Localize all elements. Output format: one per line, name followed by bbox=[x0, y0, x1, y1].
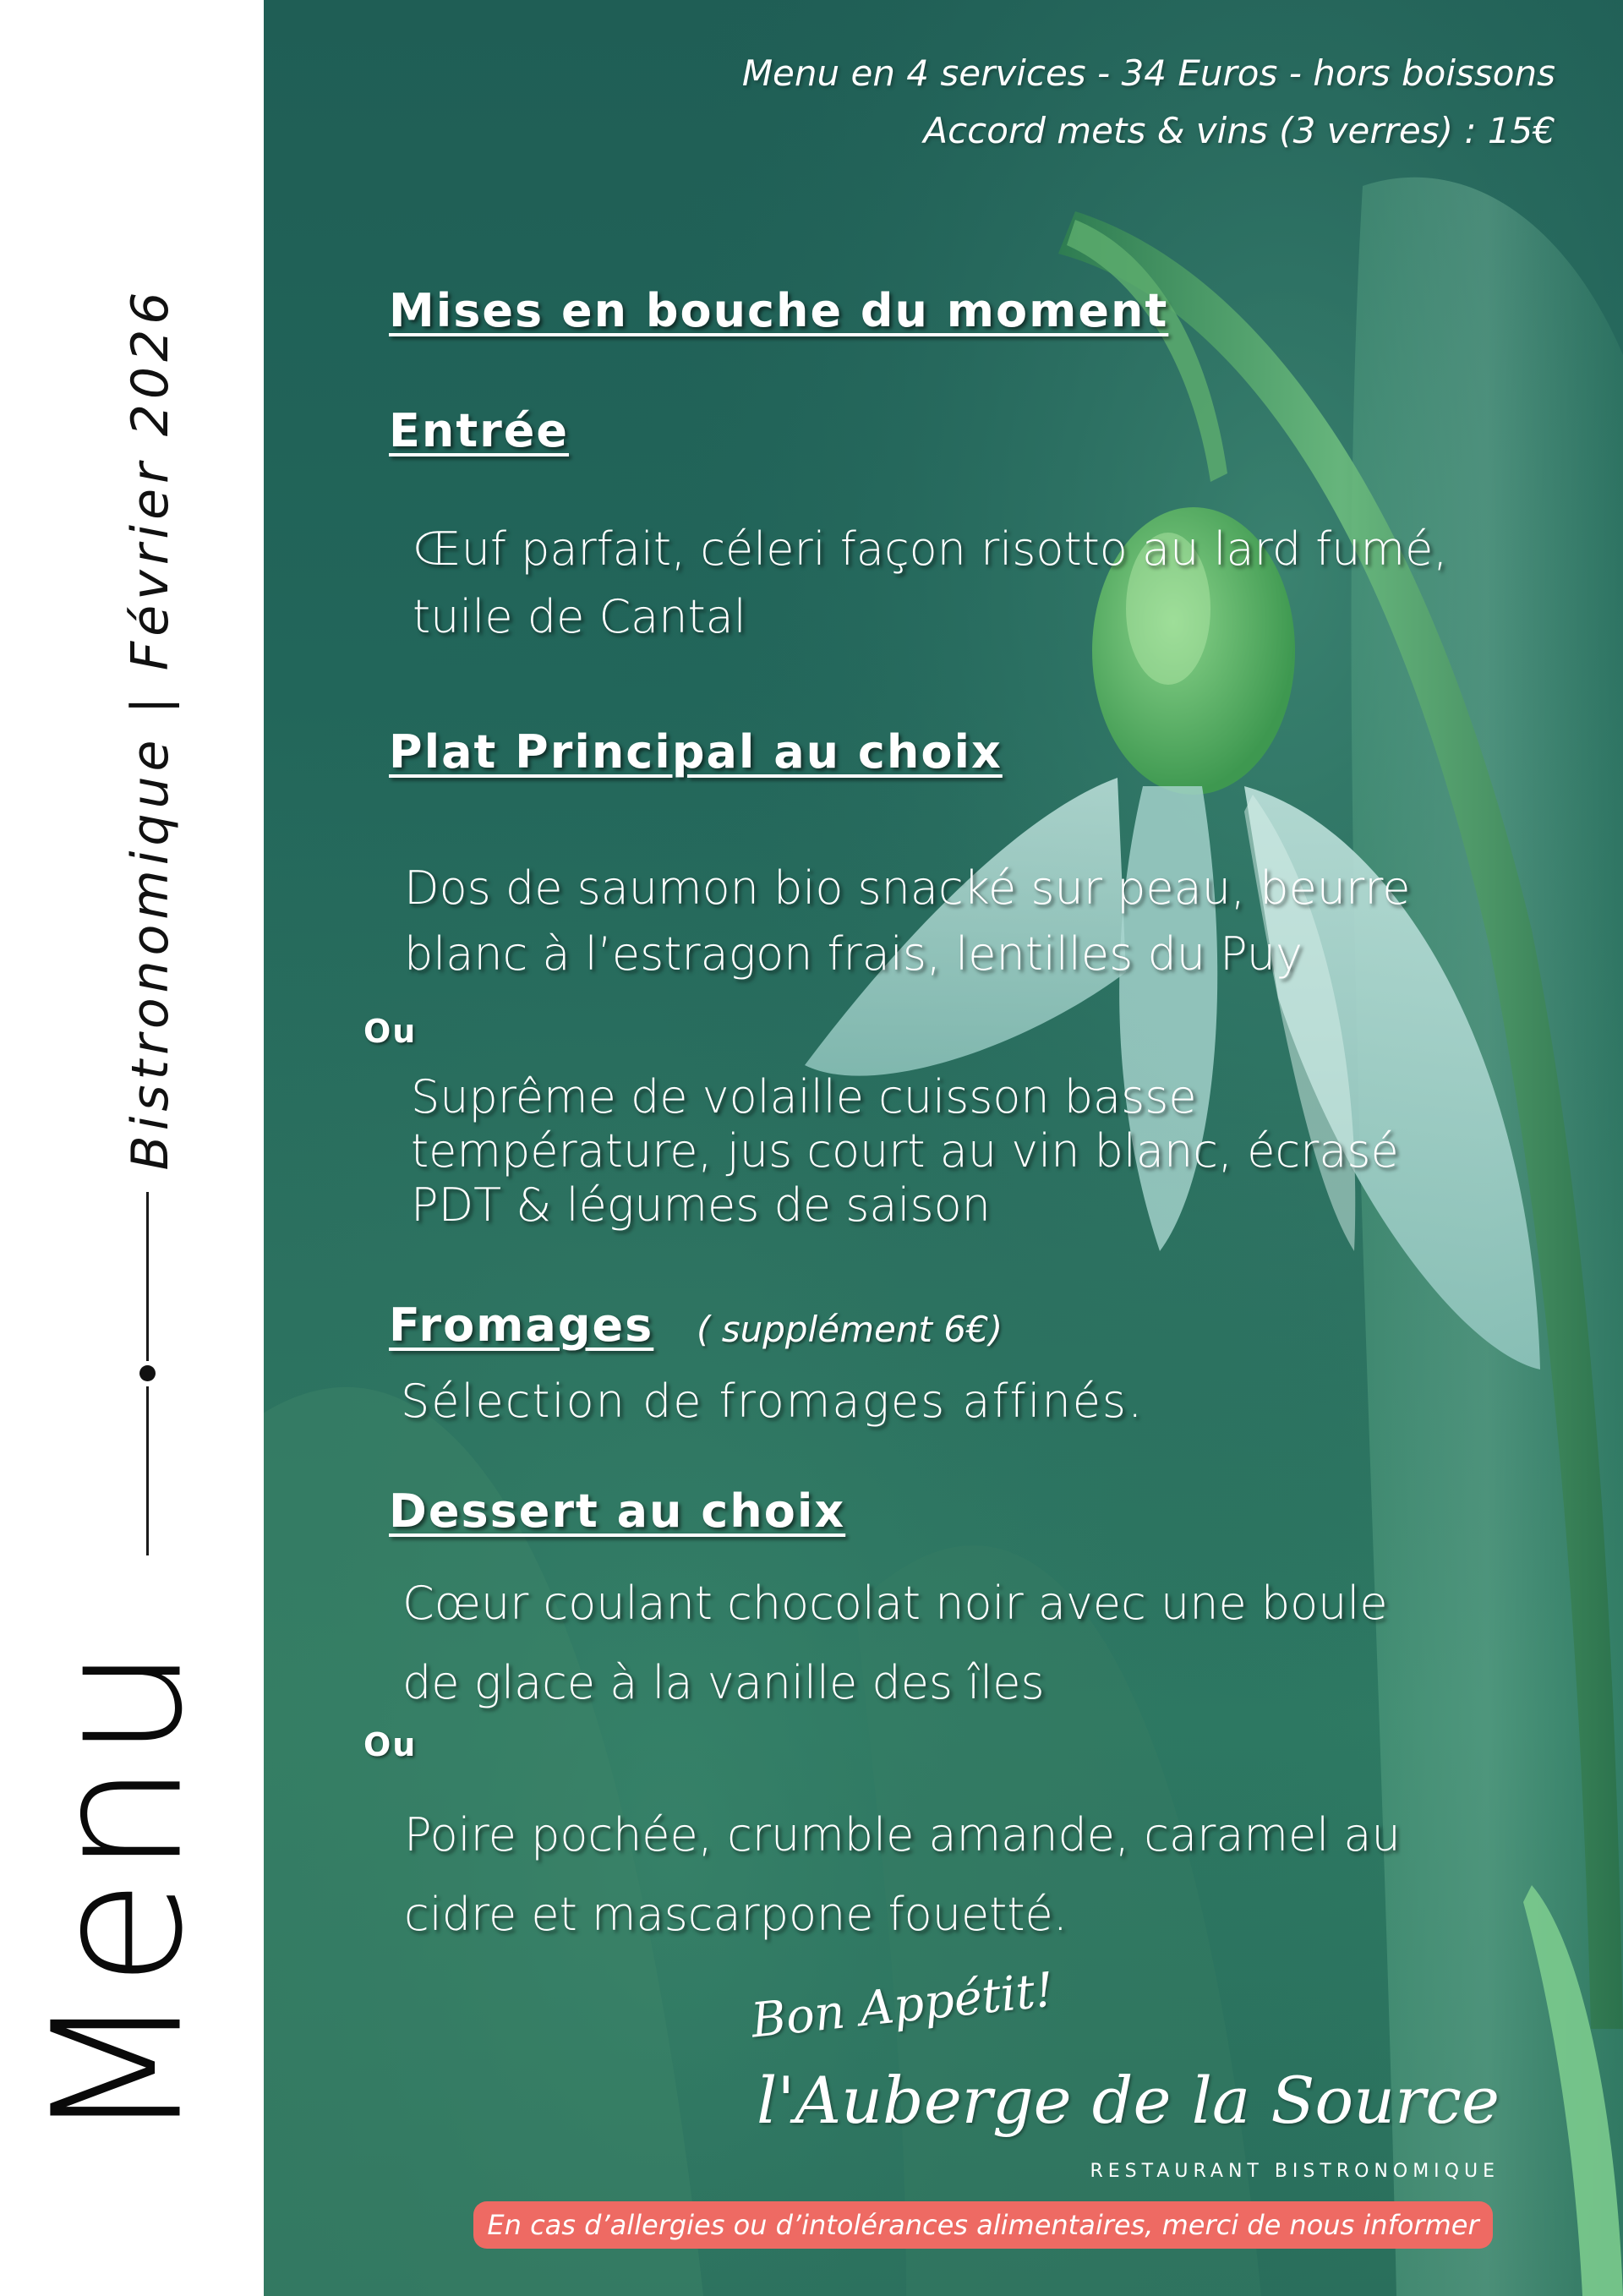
wine-pairing-info: Accord mets & vins (3 verres) : 15€ bbox=[923, 110, 1555, 151]
plat-option-1-line: blanc à l’estragon frais, lentilles du Puy bbox=[404, 927, 1303, 981]
fromages-supplement: ( supplément 6€) bbox=[697, 1309, 1003, 1350]
entree-dish bbox=[413, 516, 1448, 651]
plat-option-2-line: PDT & légumes de saison bbox=[411, 1178, 991, 1232]
dessert-option-1 bbox=[402, 1564, 1388, 1723]
plat-option-1-line: Dos de saumon bio snacké sur peau, beurre bbox=[404, 861, 1411, 915]
entree-dish-line: tuile de Cantal bbox=[413, 590, 746, 643]
menu-price-info: Menu en 4 services - 34 Euros - hors boissons bbox=[741, 52, 1555, 94]
section-title-amuse-bouche: Mises en bouche du moment bbox=[389, 284, 1169, 337]
dessert-option-2-line: Poire pochée, crumble amande, caramel au bbox=[404, 1808, 1401, 1861]
dessert-option-2-line: cidre et mascarpone fouetté. bbox=[404, 1888, 1068, 1941]
dessert-option-1-line: de glace à la vanille des îles bbox=[402, 1656, 1045, 1709]
divider-line-top bbox=[146, 1192, 149, 1361]
side-strip bbox=[0, 0, 264, 2296]
restaurant-logo: l'Auberge de la Source bbox=[757, 2063, 1500, 2138]
plat-option-2 bbox=[411, 1070, 1399, 1233]
or-label-dessert: Ou bbox=[363, 1726, 418, 1763]
fromages-dish: Sélection de fromages affinés. bbox=[401, 1375, 1145, 1428]
menu-subtitle: Bistronomique | Février 2026 bbox=[121, 287, 180, 1171]
section-title-plat: Plat Principal au choix bbox=[389, 725, 1003, 779]
bon-appetit: Bon Appétit! bbox=[748, 1962, 1057, 2049]
entree-dish-line: Œuf parfait, céleri façon risotto au lard fumé, bbox=[413, 522, 1448, 576]
or-label-plat: Ou bbox=[363, 1013, 418, 1050]
dessert-option-1-line: Cœur coulant chocolat noir avec une boule bbox=[402, 1577, 1388, 1630]
section-title-entree: Entrée bbox=[389, 404, 570, 457]
section-title-fromages: Fromages bbox=[389, 1298, 654, 1352]
menu-title: Menu bbox=[14, 1643, 222, 2145]
plat-option-1 bbox=[404, 856, 1410, 987]
plat-option-2-line: température, jus court au vin blanc, écrasé bbox=[411, 1124, 1399, 1178]
divider-dot bbox=[139, 1365, 156, 1381]
dessert-option-2 bbox=[404, 1796, 1401, 1954]
restaurant-tagline: RESTAURANT BISTRONOMIQUE bbox=[1090, 2161, 1500, 2182]
section-title-dessert: Dessert au choix bbox=[389, 1484, 846, 1538]
plat-option-2-line: Suprême de volaille cuisson basse bbox=[411, 1070, 1197, 1123]
allergy-notice: En cas d’allergies ou d’intolérances alimentaires, merci de nous informer bbox=[473, 2201, 1493, 2249]
